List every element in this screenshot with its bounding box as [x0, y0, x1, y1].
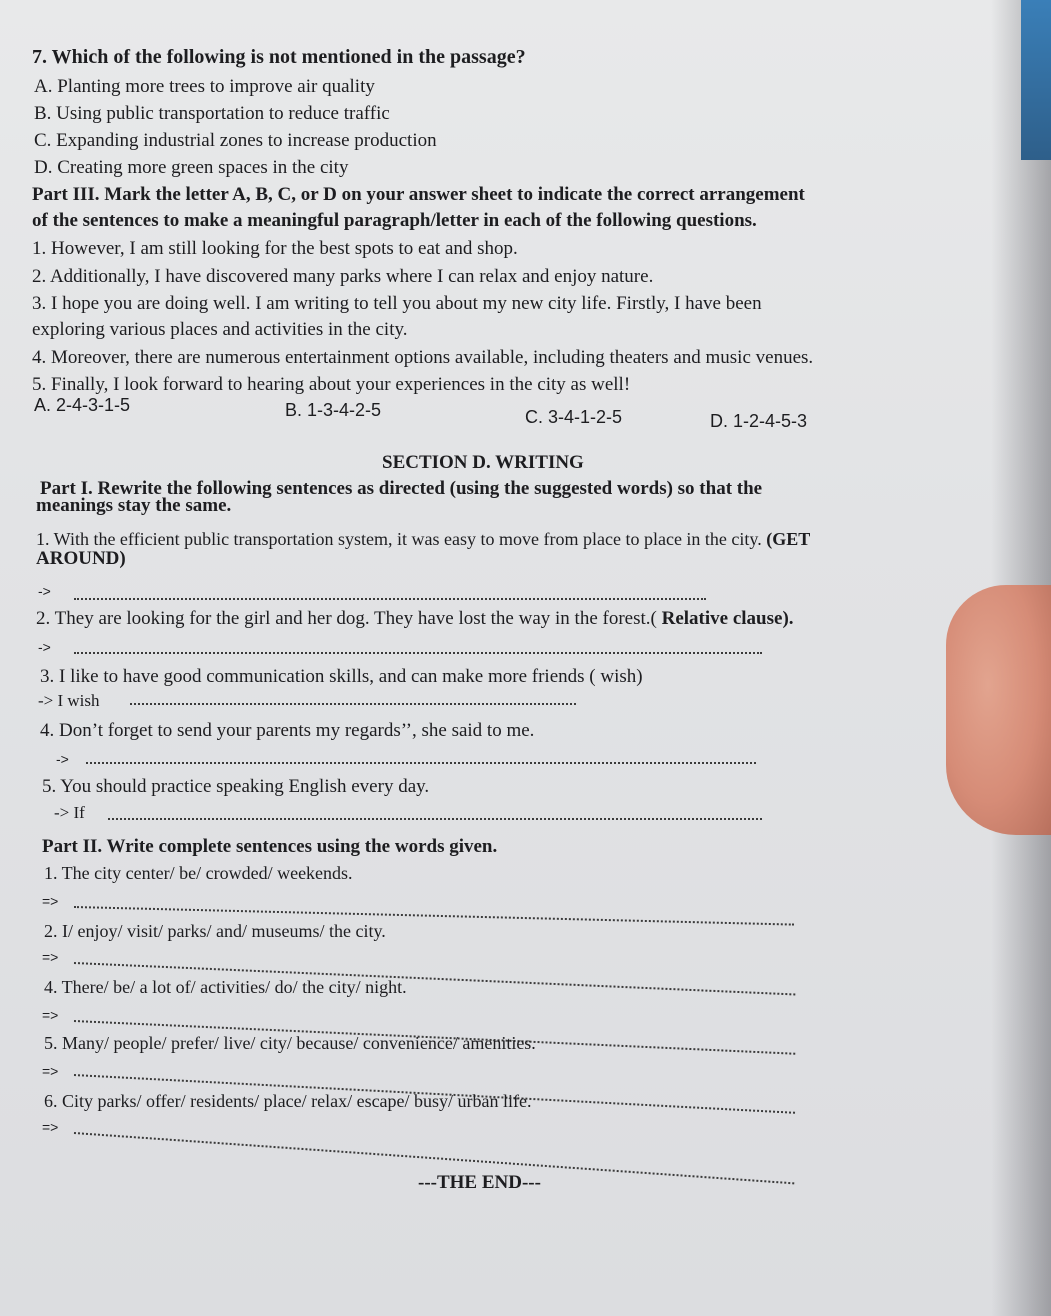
- arrangement-sentence-3-line-2: exploring various places and activities in the city.: [32, 319, 408, 340]
- complete-sentence-6-arrow: =>: [42, 1119, 59, 1135]
- part-3-heading-line-2: of the sentences to make a meaningful paragraph/letter in each of the following questions.: [32, 210, 757, 231]
- complete-sentence-5-arrow: =>: [42, 1063, 59, 1079]
- rewrite-4-answer-arrow: ->: [56, 751, 69, 767]
- part-3-heading-line-1: Part III. Mark the letter A, B, C, or D on your answer sheet to indicate the correct arrangement: [32, 184, 805, 205]
- complete-sentence-1: 1. The city center/ be/ crowded/ weekends.: [44, 863, 353, 883]
- question-7-option-a: A. Planting more trees to improve air quality: [34, 76, 375, 97]
- rewrite-3-answer-prompt: -> I wish: [38, 691, 100, 710]
- rewrite-5-answer-prompt: -> If: [54, 803, 85, 822]
- complete-sentence-4-arrow: =>: [42, 1007, 59, 1023]
- arrangement-sentence-3-line-1: 3. I hope you are doing well. I am writing to tell you about my new city life. Firstly, I have been: [32, 293, 762, 314]
- rewrite-3-answer-line[interactable]: [130, 703, 576, 705]
- complete-sentence-1-arrow: =>: [42, 893, 59, 909]
- rewrite-1-hint-continued: AROUND): [36, 548, 126, 569]
- arrangement-sentence-5: 5. Finally, I look forward to hearing about your experiences in the city as well!: [32, 374, 631, 395]
- arrangement-option-a: A. 2-4-3-1-5: [34, 395, 131, 415]
- writing-part-1-heading-line-2: meanings stay the same.: [36, 495, 232, 516]
- question-7-stem: 7. Which of the following is not mentioned in the passage?: [32, 46, 526, 68]
- rewrite-5-answer-line[interactable]: [108, 818, 762, 820]
- rewrite-5-sentence: 5. You should practice speaking English every day.: [42, 776, 430, 797]
- arrangement-sentence-4: 4. Moreover, there are numerous entertainment options available, including theaters and music venues.: [32, 347, 814, 368]
- rewrite-2-sentence: [36, 608, 794, 630]
- hand-thumb: [946, 585, 1051, 835]
- rewrite-2-text: 2. They are looking for the girl and her dog. They have lost the way in the forest.(: [36, 608, 657, 629]
- rewrite-2-hint: Relative clause).: [661, 608, 794, 629]
- writing-part-2-heading: Part II. Write complete sentences using the words given.: [42, 836, 498, 857]
- writing-part-1-heading-line-1: Part I. Rewrite the following sentences as directed (using the suggested words) so that the: [40, 478, 763, 499]
- rewrite-1-answer-line[interactable]: [74, 598, 706, 600]
- rewrite-4-sentence: 4. Don’t forget to send your parents my regards’’, she said to me.: [40, 720, 535, 741]
- complete-sentence-4: 4. There/ be/ a lot of/ activities/ do/ the city/ night.: [44, 977, 407, 997]
- rewrite-1-hint: (GET: [766, 529, 811, 549]
- question-7-option-d: D. Creating more green spaces in the city: [34, 157, 349, 178]
- rewrite-2-answer-line[interactable]: [74, 652, 762, 654]
- arrangement-sentence-1: 1. However, I am still looking for the best spots to eat and shop.: [32, 238, 518, 259]
- rewrite-3-sentence: 3. I like to have good communication skills, and can make more friends ( wish): [40, 666, 643, 687]
- complete-sentence-5: 5. Many/ people/ prefer/ live/ city/ because/ convenience/ amenities.: [44, 1033, 536, 1053]
- rewrite-1-answer-arrow: ->: [38, 583, 51, 599]
- section-d-title: SECTION D. WRITING: [382, 452, 584, 473]
- rewrite-2-answer-arrow: ->: [38, 639, 51, 655]
- complete-sentence-6: 6. City parks/ offer/ residents/ place/ relax/ escape/ busy/ urban life.: [44, 1091, 532, 1111]
- arrangement-option-c: C. 3-4-1-2-5: [525, 407, 623, 427]
- arrangement-option-b: B. 1-3-4-2-5: [285, 400, 382, 420]
- rewrite-1-text: 1. With the efficient public transportation system, it was easy to move from place to place in the city.: [36, 529, 762, 549]
- background-object: [1021, 0, 1051, 160]
- the-end-footer: ---THE END---: [418, 1172, 541, 1193]
- complete-sentence-2-arrow: =>: [42, 949, 59, 965]
- rewrite-1-sentence: [36, 528, 810, 550]
- question-7-option-b: B. Using public transportation to reduce traffic: [34, 103, 390, 124]
- arrangement-sentence-2: 2. Additionally, I have discovered many parks where I can relax and enjoy nature.: [32, 266, 654, 287]
- complete-sentence-2: 2. I/ enjoy/ visit/ parks/ and/ museums/ the city.: [44, 921, 386, 941]
- question-7-option-c: C. Expanding industrial zones to increase production: [34, 130, 437, 151]
- arrangement-option-d: D. 1-2-4-5-3: [710, 411, 808, 431]
- rewrite-4-answer-line[interactable]: [86, 762, 756, 764]
